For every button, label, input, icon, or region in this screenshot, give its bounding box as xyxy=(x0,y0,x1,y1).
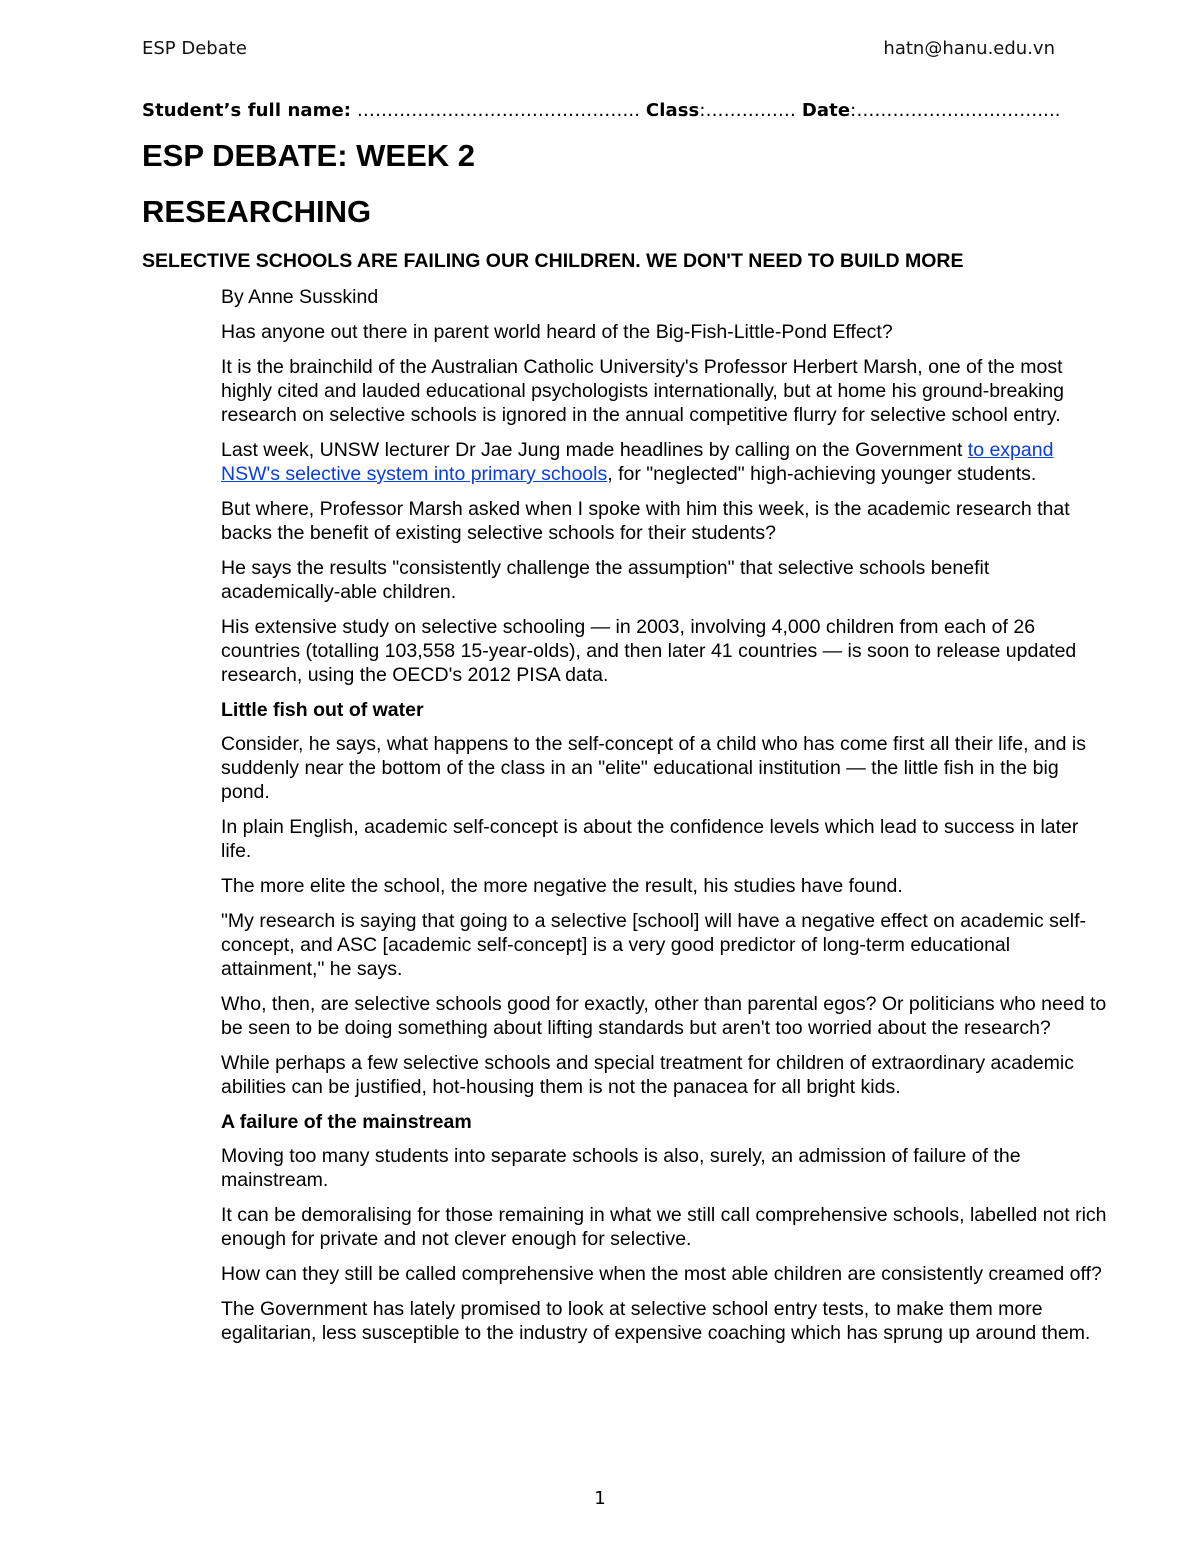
article-paragraph: It can be demoralising for those remaining in what we still call comprehensive schools, labelled not rich enough for private and not clever enough for selective. xyxy=(221,1204,1107,1250)
article-paragraph: His extensive study on selective schooling — in 2003, involving 4,000 children from each of 26 countries (totalling 103,558 15-year-olds), and then later 41 countries — is soon to release updated research, using the OECD's 2012 PISA data. xyxy=(221,616,1077,686)
paragraph-text: , for "neglected" high-achieving younger students. xyxy=(607,463,1037,485)
date-label: Date xyxy=(801,100,851,121)
article-paragraph: It is the brainchild of the Australian Catholic University's Professor Herbert Marsh, one of the most highly cited and lauded educational psychologists internationally, but at home his ground-breaking research on selective schools is ignored in the annual competitive flurry for selective school entry. xyxy=(221,356,1065,426)
article-paragraph: Moving too many students into separate schools is also, surely, an admission of failure of the mainstream. xyxy=(221,1145,1021,1191)
article-headline: SELECTIVE SCHOOLS ARE FAILING OUR CHILDREN. WE DON'T NEED TO BUILD MORE xyxy=(142,250,964,272)
section-heading: A failure of the mainstream xyxy=(221,1111,472,1133)
article-paragraph: How can they still be called comprehensive when the most able children are consistently creamed off? xyxy=(221,1263,1102,1285)
article-paragraph: The Government has lately promised to look at selective school entry tests, to make them more egalitarian, less susceptible to the industry of expensive coaching which has sprung up around them. xyxy=(221,1298,1091,1344)
page-title: ESP DEBATE: WEEK 2 xyxy=(142,138,476,173)
paragraph-text: Last week, UNSW lecturer Dr Jae Jung made headlines by calling on the Government xyxy=(221,439,968,461)
header-course-name: ESP Debate xyxy=(142,38,247,59)
page-subtitle: RESEARCHING xyxy=(142,194,372,229)
article-paragraph: "My research is saying that going to a selective [school] will have a negative effect on academic self-concept, and ASC [academic self-concept] is a very good predictor of long-term educational attainment," he says. xyxy=(221,910,1087,980)
article-paragraph: The more elite the school, the more negative the result, his studies have found. xyxy=(221,875,903,897)
article-byline: By Anne Susskind xyxy=(221,286,379,308)
class-label: Class xyxy=(645,100,700,121)
date-blank: :………………………….... xyxy=(850,100,1061,121)
student-info-line xyxy=(142,100,1061,121)
article-paragraph: But where, Professor Marsh asked when I spoke with him this week, is the academic research that backs the benefit of existing selective schools for their students? xyxy=(221,498,1070,544)
student-name-blank: ……………………………………….. xyxy=(351,100,646,121)
article-paragraph: While perhaps a few selective schools and special treatment for children of extraordinary academic abilities can be justified, hot-housing them is not the panacea for all bright kids. xyxy=(221,1052,1075,1098)
article-paragraph: Who, then, are selective schools good for exactly, other than parental egos? Or politicians who need to be seen to be doing something about lifting standards but aren't too worried about the research? xyxy=(221,993,1107,1039)
page-number: 1 xyxy=(594,1488,606,1509)
article-paragraph: He says the results "consistently challenge the assumption" that selective schools benefit academically-able children. xyxy=(221,557,990,603)
article-paragraph xyxy=(221,438,1111,486)
article-paragraph: In plain English, academic self-concept is about the confidence levels which lead to success in later life. xyxy=(221,816,1079,862)
section-heading: Little fish out of water xyxy=(221,699,424,721)
student-name-label: Student’s full name: xyxy=(142,100,352,121)
article-paragraph: Consider, he says, what happens to the self-concept of a child who has come first all their life, and is suddenly near the bottom of the class in an "elite" educational institution — the little fish in the big pond. xyxy=(221,733,1086,803)
selective-system-link[interactable]: to expand NSW's selective system into primary schools xyxy=(221,439,1054,485)
article-paragraph: Has anyone out there in parent world heard of the Big-Fish-Little-Pond Effect? xyxy=(221,321,893,343)
class-blank: :…………… xyxy=(699,100,802,121)
article-body xyxy=(221,285,1111,1356)
header-email: hatn@hanu.edu.vn xyxy=(883,38,1055,59)
